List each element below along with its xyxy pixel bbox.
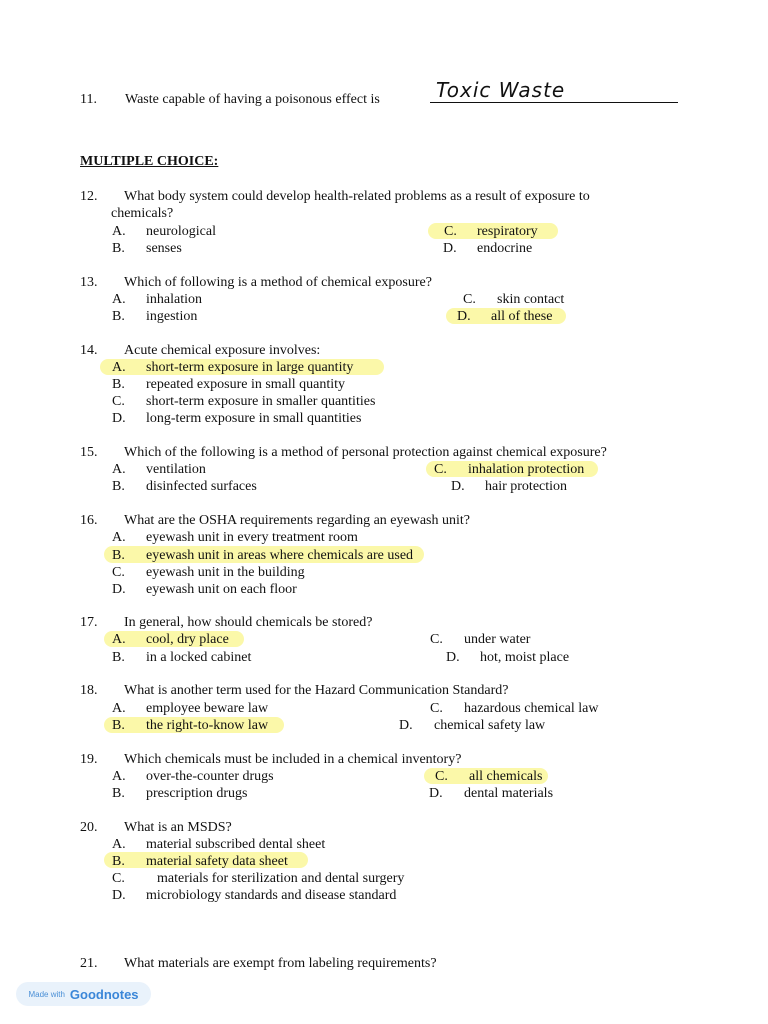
watermark-brand: Goodnotes [69, 986, 139, 1002]
question-13-text: Which of following is a method of chemical exposure? [124, 275, 432, 290]
q16-a-letter: A. [112, 530, 126, 545]
q13-a-letter: A. [112, 292, 126, 307]
q14-a-letter: A. [112, 360, 126, 375]
q15-d-text: hair protection [485, 479, 568, 494]
section-heading: MULTIPLE CHOICE: [80, 154, 219, 169]
goodnotes-watermark [16, 982, 151, 1006]
q14-b-text: repeated exposure in small quantity [146, 377, 346, 392]
q15-a-text: ventilation [146, 462, 206, 477]
q15-a-letter: A. [112, 462, 126, 477]
q15-b-letter: B. [112, 479, 125, 494]
q18-c-letter: C. [430, 701, 443, 716]
question-12-text: What body system could develop health-related problems as a result of exposure to [124, 189, 590, 204]
question-14-number: 14. [80, 343, 98, 358]
question-20-text: What is an MSDS? [124, 820, 232, 835]
q16-c-letter: C. [112, 565, 125, 580]
question-16-text: What are the OSHA requirements regarding an eyewash unit? [124, 513, 470, 528]
q14-d-text: long-term exposure in small quantities [146, 411, 362, 426]
q17-a-text: cool, dry place [146, 632, 229, 647]
question-21-text: What materials are exempt from labeling requirements? [124, 956, 437, 971]
question-18-text: What is another term used for the Hazard Communication Standard? [124, 683, 509, 698]
q17-c-text: under water [464, 632, 531, 647]
question-17-number: 17. [80, 615, 98, 630]
handwritten-answer: Toxic Waste [436, 78, 566, 102]
question-15-text: Which of the following is a method of personal protection against chemical exposure? [124, 445, 607, 460]
q13-b-text: ingestion [146, 309, 198, 324]
question-15-number: 15. [80, 445, 98, 460]
q18-d-letter: D. [399, 718, 413, 733]
question-11-number: 11. [80, 92, 97, 107]
q19-b-letter: B. [112, 786, 125, 801]
question-17-text: In general, how should chemicals be stored? [124, 615, 373, 630]
q15-c-letter: C. [434, 462, 447, 477]
q15-d-letter: D. [451, 479, 465, 494]
q17-a-letter: A. [112, 632, 126, 647]
q12-a-text: neurological [146, 224, 216, 239]
q18-a-letter: A. [112, 701, 126, 716]
q13-c-letter: C. [463, 292, 476, 307]
q12-c-letter: C. [444, 224, 457, 239]
q18-a-text: employee beware law [146, 701, 269, 716]
q14-c-letter: C. [112, 394, 125, 409]
q16-b-letter: B. [112, 548, 125, 563]
question-21-number: 21. [80, 956, 98, 971]
q19-c-letter: C. [435, 769, 448, 784]
q14-a-text: short-term exposure in large quantity [146, 360, 354, 375]
question-12-text-cont: chemicals? [111, 206, 174, 221]
q16-d-letter: D. [112, 582, 126, 597]
q19-d-letter: D. [429, 786, 443, 801]
q20-b-text: material safety data sheet [146, 854, 288, 869]
q20-d-text: microbiology standards and disease standard [146, 888, 397, 903]
q12-b-text: senses [146, 241, 182, 256]
question-16-number: 16. [80, 513, 98, 528]
question-18-number: 18. [80, 683, 98, 698]
q14-b-letter: B. [112, 377, 125, 392]
q18-c-text: hazardous chemical law [464, 701, 599, 716]
q16-d-text: eyewash unit on each floor [146, 582, 297, 597]
q12-d-text: endocrine [477, 241, 533, 256]
q17-d-letter: D. [446, 650, 460, 665]
q17-b-letter: B. [112, 650, 125, 665]
q14-c-text: short-term exposure in smaller quantities [146, 394, 376, 409]
q13-a-text: inhalation [146, 292, 202, 307]
question-19-number: 19. [80, 752, 98, 767]
q20-c-letter: C. [112, 871, 125, 886]
q20-a-letter: A. [112, 837, 126, 852]
q19-d-text: dental materials [464, 786, 554, 801]
q19-a-text: over-the-counter drugs [146, 769, 274, 784]
question-19-text: Which chemicals must be included in a chemical inventory? [124, 752, 462, 767]
q12-d-letter: D. [443, 241, 457, 256]
q17-c-letter: C. [430, 632, 443, 647]
q20-d-letter: D. [112, 888, 126, 903]
q19-a-letter: A. [112, 769, 126, 784]
q12-c-text: respiratory [477, 224, 538, 239]
q19-b-text: prescription drugs [146, 786, 248, 801]
q14-d-letter: D. [112, 411, 126, 426]
q13-c-text: skin contact [497, 292, 565, 307]
q15-b-text: disinfected surfaces [146, 479, 257, 494]
q16-b-text: eyewash unit in areas where chemicals are used [146, 548, 414, 563]
q18-d-text: chemical safety law [434, 718, 546, 733]
q20-b-letter: B. [112, 854, 125, 869]
answer-underline [430, 102, 678, 103]
q12-b-letter: B. [112, 241, 125, 256]
question-20-number: 20. [80, 820, 98, 835]
question-13-number: 13. [80, 275, 98, 290]
question-12-number: 12. [80, 189, 98, 204]
q13-d-letter: D. [457, 309, 471, 324]
q15-c-text: inhalation protection [468, 462, 585, 477]
q17-d-text: hot, moist place [480, 650, 570, 665]
watermark-prefix: Made with [28, 989, 65, 999]
q12-a-letter: A. [112, 224, 126, 239]
q17-b-text: in a locked cabinet [146, 650, 252, 665]
q13-d-text: all of these [491, 309, 553, 324]
q13-b-letter: B. [112, 309, 125, 324]
q20-c-text: materials for sterilization and dental surgery [157, 871, 405, 886]
q18-b-letter: B. [112, 718, 125, 733]
q16-a-text: eyewash unit in every treatment room [146, 530, 358, 545]
q19-c-text: all chemicals [469, 769, 543, 784]
q20-a-text: material subscribed dental sheet [146, 837, 326, 852]
q16-c-text: eyewash unit in the building [146, 565, 305, 580]
question-14-text: Acute chemical exposure involves: [124, 343, 321, 358]
question-11-text: Waste capable of having a poisonous effect is [125, 92, 380, 107]
q18-b-text: the right-to-know law [146, 718, 269, 733]
